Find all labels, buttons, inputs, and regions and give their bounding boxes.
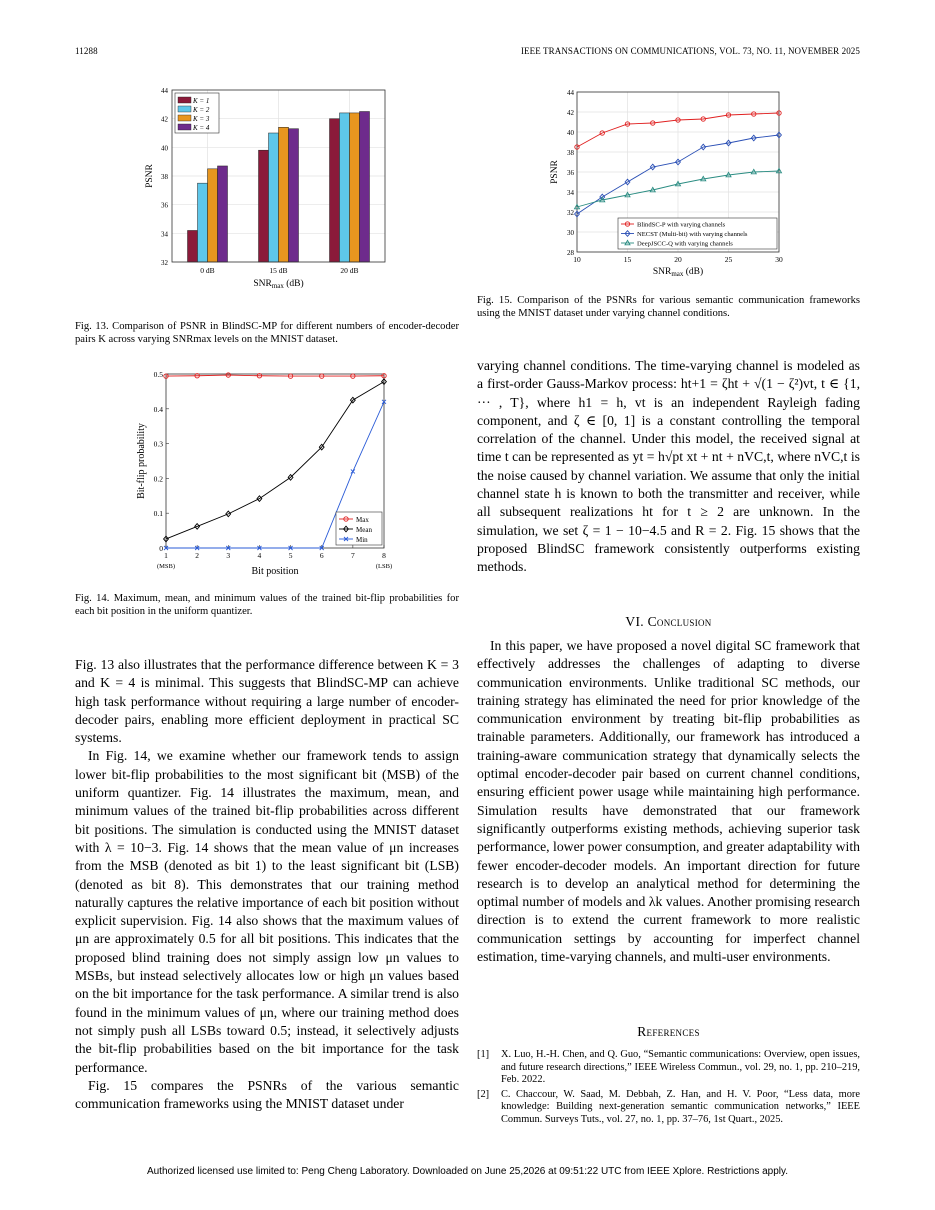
reference-number: [1] (477, 1049, 490, 1060)
reference-text: C. Chaccour, W. Saad, M. Debbah, Z. Han, and H. V. Poor, “Less data, more knowledge: Building next-generation semantic communication networks,” IEEE Commun. Surveys Tuts., vol. 27, no. 1, pp. 37–76, 1st Quart., 2025. (501, 1088, 860, 1125)
x-axis-label: $SNR_{max}$ (dB) (652, 267, 704, 278)
y-tick-label: 38 (161, 173, 168, 181)
legend (618, 218, 777, 249)
legend (175, 93, 219, 133)
references-heading: References (637, 1024, 700, 1039)
y-axis-label: PSNR (145, 164, 155, 188)
legend-label: DeepJSCC-Q with varying channels (637, 240, 733, 248)
fig14-chart (132, 366, 402, 578)
legend-swatch (178, 106, 191, 112)
y-tick-label: 44 (161, 87, 168, 95)
left-column (75, 656, 459, 1113)
legend-label: K = 3 (193, 115, 210, 123)
x-tick-label: 1 (164, 551, 168, 560)
x-tick-label: 15 dB (269, 266, 288, 275)
y-tick-label: 36 (161, 201, 168, 210)
bar (218, 166, 228, 262)
conclusion-text (477, 637, 860, 966)
bar (289, 129, 299, 262)
references-list (477, 1049, 860, 1129)
x-tick-label: 20 dB (340, 266, 359, 275)
legend-swatch (178, 97, 191, 103)
legend-swatch (178, 124, 191, 130)
y-tick-label: 44 (567, 89, 574, 97)
fig13-chart (140, 82, 395, 294)
bar (279, 127, 289, 262)
legend-label: K = 4 (193, 124, 210, 132)
section-heading: VI. Conclusion (625, 614, 712, 629)
paragraph: Fig. 13 also illustrates that the performance difference between K = 3 and K = 4 is minimal. This suggests that BlindSC-MP can achieve high task performance without requiring a large number of encoder-decoder pairs, enabling more efficient deployment in practical SC systems. (75, 657, 459, 746)
y-tick-label: 34 (161, 230, 168, 239)
license-footer: Authorized licensed use limited to: Peng Cheng Laboratory. Downloaded on June 25,2026 at 09:51:22 UTC from IEEE Xplore. Restrictions apply. (146, 1166, 789, 1177)
x-tick-label: 10 (573, 255, 581, 264)
x-tick-label: 0 dB (200, 266, 215, 275)
paragraph: varying channel conditions. The time-varying channel is modeled as a first-order Gauss-Markov process: ht+1 = ζht + √(1 − ζ²)vt, t ∈ {1, ··· , T}, where h1 = h, vt is an independent Rayleigh fading component, and ζ ∈ [0, 1] is a constant controlling the temporal correlation of the channel. Under this model, the received signal at time t can be represented as yt = h√pt xt + nt + nVC,t, where nVC,t is the noise caused by channel variation. We assume that only the initial channel state h is known to both the transmitter and receiver, while all subsequent realizations ht for t ≥ 2 are unknown. In the simulation, we set ζ = 1 − 10−4.5 and R = 2. Fig. 15 shows that the proposed BlindSC framework consistently outperforms existing methods. (477, 358, 860, 575)
paragraph: In Fig. 14, we examine whether our framework tends to assign lower bit-flip probabilities to the most significant bit (MSB) of the uniform quantizer. Fig. 14 illustrates the maximum, mean, and minimum values of the trained bit-flip probabilities across different bit positions. The simulation is conducted using the MNIST dataset with λ = 10−3. Fig. 14 shows that the mean value of μn increases from the MSB (denoted as bit 1) to the least significant bit (LSB) (denoted as bit 8). This demonstrates that our training method naturally captures the relative importance of each bit position without explicit supervision. Fig. 14 also shows that the maximum values of μn are approximately 0.5 for all bit positions. This indicates that the proposed blind training does not simply assign low μn values to MSBs, but instead selectively allocates low or high μn values based on the bit importance for the task performance. A similar trend is also found in the minimum values of μn, where our training method does not simply push all LSBs toward 0.5; instead, it selectively adjusts the bit-flip probabilities based on the bit importance for the task performance. (75, 748, 459, 1075)
y-axis-label: PSNR (550, 160, 560, 184)
y-tick-label: 40 (567, 129, 574, 137)
legend-label: Mean (356, 526, 372, 534)
y-axis-label: Bit-flip probability (136, 423, 147, 499)
y-tick-label: 0.1 (153, 509, 163, 519)
x-tick-label: 4 (257, 551, 262, 560)
bar (330, 119, 340, 262)
x-axis-label: Bit position (251, 566, 299, 577)
fig14-caption: Fig. 14. Maximum, mean, and minimum values of the trained bit-flip probabilities for each bit position in the uniform quantizer. (75, 593, 459, 617)
x-tick-label: 3 (226, 551, 231, 560)
y-tick-label: 42 (161, 115, 168, 124)
legend-label: Min (356, 536, 368, 544)
legend-label: NECST (Multi-bit) with varying channels (637, 231, 748, 238)
legend (336, 512, 382, 545)
reference-item (477, 1049, 860, 1087)
x-tick-label: 20 (674, 255, 682, 264)
x-tick-label: 2 (195, 551, 200, 560)
bar (198, 183, 208, 262)
journal-header: IEEE TRANSACTIONS ON COMMUNICATIONS, VOL. 73, NO. 11, NOVEMBER 2025 (520, 46, 860, 56)
legend-label: Max (356, 516, 369, 524)
fig13-caption: Fig. 13. Comparison of PSNR in BlindSC-MP for different numbers of encoder-decoder pairs K across varying SNRmax levels on the MNIST dataset. (75, 321, 459, 345)
y-tick-label: 42 (567, 109, 574, 117)
legend-swatch (178, 115, 191, 121)
right-column-text (477, 357, 860, 577)
data-point (351, 469, 355, 473)
bar (340, 113, 350, 262)
x-tick-label: 30 (775, 255, 783, 264)
x-tick-label: 7 (350, 551, 355, 560)
x-tick-label: 5 (288, 551, 293, 560)
y-tick-label: 40 (161, 144, 168, 153)
bar (269, 133, 279, 262)
legend-label: BlindSC-P with varying channels (637, 221, 726, 229)
x-tick-label: 15 (623, 255, 632, 264)
x-tick-sublabel: (LSB) (375, 563, 393, 570)
y-tick-label: 0.4 (153, 404, 163, 414)
page-number: 11288 (75, 46, 98, 56)
y-tick-label: 0.5 (153, 370, 163, 379)
x-tick-label: 25 (724, 255, 733, 264)
x-tick-sublabel: (MSB) (156, 563, 176, 570)
reference-number: [2] (477, 1088, 490, 1100)
y-tick-label: 0.2 (153, 474, 163, 484)
legend-label: K = 1 (193, 97, 210, 105)
y-tick-label: 36 (567, 169, 574, 177)
legend-label: K = 2 (193, 106, 210, 114)
y-tick-label: 34 (567, 189, 574, 197)
fig15-caption: Fig. 15. Comparison of the PSNRs for various semantic communication frameworks using the MNIST dataset under varying channel conditions. (477, 295, 860, 319)
paragraph: In this paper, we have proposed a novel digital SC framework that effectively addresses the challenges of adapting to diverse communication environments. Unlike traditional SC methods, our training strategy has eliminated the need for prior knowledge of the communication environment by treating bit-flip probabilities as trainable parameters. Additionally, our framework has introduced a training-aware communication strategy that dynamically selects the optimal encoder-decoder pair based on current channel conditions, ensuring efficient power usage while maintaining high performance. Simulation results have demonstrated that our framework significantly outperforms existing methods, achieving superior task performance, lower power consumption, and greater adaptability with fewer encoder-decoder models. An important direction for future research is to develop an analytical method for determining the optimal number of models and λk values. Another promising research direction is to extend the current framework to more realistic communication settings by accounting for imperfect channel estimation, time-varying channels, and multi-user environments. (477, 638, 860, 965)
bar (360, 112, 370, 263)
y-tick-label: 32 (161, 259, 168, 267)
y-tick-label: 28 (567, 249, 574, 257)
reference-item (477, 1089, 860, 1127)
x-axis-label: $SNR_{max}$ (dB) (253, 279, 304, 290)
reference-text: X. Luo, H.-H. Chen, and Q. Guo, “Semantic communications: Overview, open issues, and future research directions,” IEEE Wireless Commun., vol. 29, no. 1, pp. 210–219, Feb. 2022. (501, 1049, 860, 1086)
bar (208, 169, 218, 262)
paragraph: Fig. 15 compares the PSNRs of the various semantic communication frameworks using the MNIST dataset under (75, 1077, 459, 1112)
x-tick-label: 6 (319, 551, 324, 560)
bar (188, 230, 198, 262)
y-tick-label: 32 (567, 209, 574, 217)
bar (350, 113, 360, 262)
y-tick-label: 0.3 (153, 439, 163, 449)
y-tick-label: 30 (567, 229, 574, 237)
x-tick-label: 8 (382, 551, 386, 560)
bar (259, 150, 269, 262)
y-tick-label: 38 (567, 149, 574, 157)
y-tick-label: 0 (159, 544, 163, 553)
fig15-chart (548, 84, 793, 280)
